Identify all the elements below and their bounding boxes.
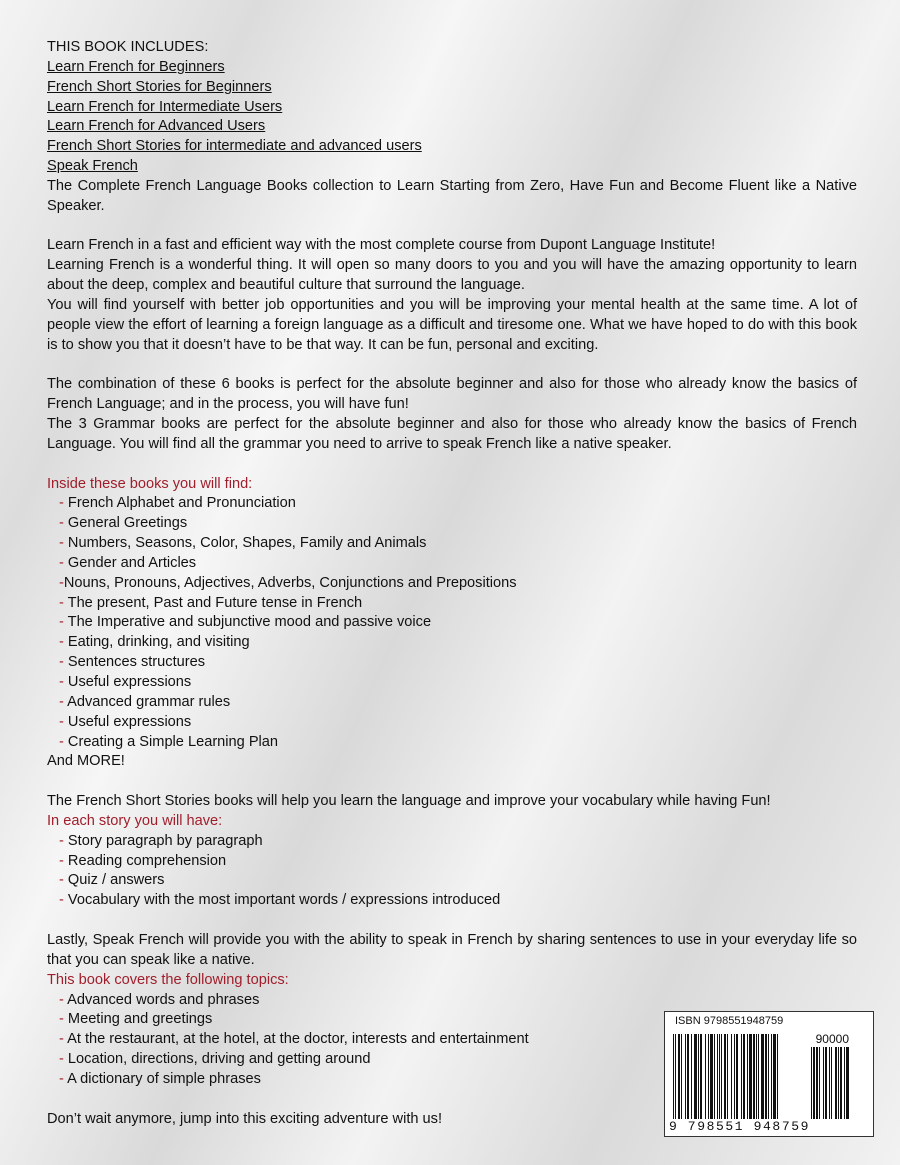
intro-paragraph-1: Learning French is a wonderful thing. It will open so many doors to you and you will have the amazing opportunity to learn about the deep, complex and beautiful culture that surround the language. xyxy=(47,257,857,294)
list-item: - Eating, drinking, and visiting xyxy=(59,634,250,651)
list-item: - Quiz / answers xyxy=(59,872,165,889)
isbn-label: ISBN 9798551948759 xyxy=(675,1015,784,1027)
list-item: - The Imperative and subjunctive mood and passive voice xyxy=(59,614,432,631)
and-more: And MORE! xyxy=(47,753,125,770)
stories-list xyxy=(47,832,857,911)
list-item: - Vocabulary with the most important words / expressions introduced xyxy=(59,892,501,909)
list-item: - At the restaurant, at the hotel, at the doctor, interests and entertainment xyxy=(59,1031,529,1048)
list-item: - A dictionary of simple phrases xyxy=(59,1070,261,1087)
stories-heading: In each story you will have: xyxy=(47,812,223,829)
inside-list xyxy=(47,494,857,752)
list-item: - The present, Past and Future tense in French xyxy=(59,594,363,611)
list-item: - Numbers, Seasons, Color, Shapes, Family and Animals xyxy=(59,535,427,552)
speak-heading: This book covers the following topics: xyxy=(47,971,289,988)
intro-paragraph-2: You will find yourself with better job opportunities and you will be improving your mental health at the same time. A lot of people view the effort of learning a foreign language as a difficult and tiresome one. What we have hoped to do with this book is to show you that it doesn’t have to be that way. It can be fun, personal and exciting. xyxy=(47,296,857,353)
list-item: - Sentences structures xyxy=(59,654,206,671)
collection-description: The Complete French Language Books collection to Learn Starting from Zero, Have Fun and Become Fluent like a Native Speaker. xyxy=(47,177,857,214)
book-title-2: French Short Stories for Beginners xyxy=(47,78,272,95)
book-title-3: Learn French for Intermediate Users xyxy=(47,98,283,115)
list-item: -Nouns, Pronouns, Adjectives, Adverbs, Conjunctions and Prepositions xyxy=(59,574,517,591)
intro-lead: Learn French in a fast and efficient way with the most complete course from Dupont Language Institute! xyxy=(47,237,716,254)
list-item: - Useful expressions xyxy=(59,674,192,690)
combination-paragraph: The combination of these 6 books is perfect for the absolute beginner and also for those who already know the basics of French Language; and in the process, you will have fun! xyxy=(47,376,857,413)
list-item: - Location, directions, driving and getting around xyxy=(59,1051,371,1068)
list-item: - Reading comprehension xyxy=(59,852,227,869)
price-barcode-bars xyxy=(811,1047,865,1120)
isbn-barcode xyxy=(664,1011,874,1137)
book-title-1: Learn French for Beginners xyxy=(47,58,225,75)
book-title-4: Learn French for Advanced Users xyxy=(47,118,266,135)
list-item: - Advanced grammar rules xyxy=(59,693,231,710)
list-item: - Meeting and greetings xyxy=(59,1011,213,1028)
list-item: - Story paragraph by paragraph xyxy=(59,832,263,849)
list-item: - Creating a Simple Learning Plan xyxy=(59,733,279,750)
list-item: - Useful expressions xyxy=(59,713,192,730)
list-item: - Gender and Articles xyxy=(59,554,197,571)
ean-digits: 9 798551 948759 xyxy=(669,1119,869,1134)
inside-heading: Inside these books you will find: xyxy=(47,475,253,492)
includes-heading: THIS BOOK INCLUDES: xyxy=(47,39,209,55)
list-item: - General Greetings xyxy=(59,515,188,532)
list-item: - Advanced words and phrases xyxy=(59,991,260,1008)
speak-lead: Lastly, Speak French will provide you with the ability to speak in French by sharing sentences to use in your everyday life so that you can speak like a native. xyxy=(47,931,857,968)
book-title-5: French Short Stories for intermediate and advanced users xyxy=(47,138,422,155)
grammar-paragraph: The 3 Grammar books are perfect for the absolute beginner and also for those who already know the basics of French Language. You will find all the grammar you need to arrive to speak French like a native speaker. xyxy=(47,416,857,452)
book-title-6: Speak French xyxy=(47,158,138,175)
price-code: 90000 xyxy=(815,1032,849,1046)
back-cover-text xyxy=(47,38,857,1129)
stories-lead: The French Short Stories books will help you learn the language and improve your vocabulary while having Fun! xyxy=(47,793,771,810)
ean-barcode-bars xyxy=(673,1034,805,1120)
closing-line: Don’t wait anymore, jump into this exciting adventure with us! xyxy=(47,1110,443,1127)
list-item: - French Alphabet and Pronunciation xyxy=(59,495,296,512)
